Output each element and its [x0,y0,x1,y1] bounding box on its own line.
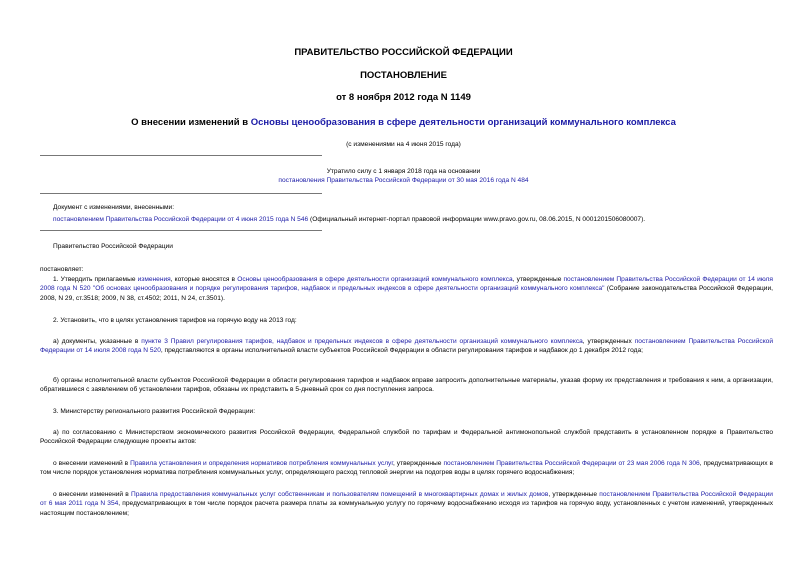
doc-type-heading: ПОСТАНОВЛЕНИЕ [360,70,447,81]
text-run: , представляются в органы исполнительной власти субъектов Российской Федерации в области регулирования тарифов и надбавок до 1 декабря 2012 года; [160,347,643,355]
paragraph-2a-text [40,337,773,356]
paragraph-3a-text: а) по согласованию с Министерством экономического развития Российской Федерации, Федеральной службой по тарифам и Федеральной антимонопольной службой представить в установленном порядке в Правительство Российской Федерации следующие проекты актов: [40,429,773,446]
text-run: , утвержденные [548,491,600,498]
paragraph-2b-text: б) органы исполнительной власти субъектов Российской Федерации в области регулирования тарифов и надбавок вправе запросить дополнительные материалы, указав форму их представления и требования к ним, а организации, обратившиеся с заявлением об установлении тарифов, обязаны их представить в 5-дневный срок со дня поступления запроса. [40,377,773,394]
edition-note: (с изменениями на 4 июня 2015 года) [346,141,461,148]
link-decree-520[interactable]: постановлением Правительства Российской Федерации от 14 июля 2008 года N 520 [40,338,774,355]
decree-text: постановляет: [40,266,84,273]
government-heading: ПРАВИТЕЛЬСТВО РОССИЙСКОЙ ФЕДЕРАЦИИ [294,47,513,58]
link-decree-354[interactable]: постановлением Правительства Российской Федерации от 6 мая 2011 года N 354 [40,491,773,508]
title-prefix: О внесении изменений в [131,117,251,128]
paragraph-3a-2-text [40,490,773,518]
text-run: , утвержденные [392,460,444,467]
text-run: 1. Утвердить прилагаемые [53,276,138,283]
paragraph-1-text [40,275,773,303]
date-number-heading: от 8 ноября 2012 года N 1149 [336,92,471,103]
divider [40,155,322,156]
paragraph-3a-2 [40,490,773,518]
divider [40,230,322,231]
changes-block [53,203,773,225]
paragraph-1 [40,275,773,303]
link-utility-services-rules[interactable]: Правила предоставления коммунальных услуг собственникам и пользователям помещений в многоквартирных домах и жилых домов [131,491,549,498]
text-run: , утвержденные [512,276,564,283]
changes-label: Документ с изменениями, внесенными: [53,204,175,211]
text-run: (Собрание законодательства Российской Федерации, 2008, N 29, ст.3518; 2009, N 38, ст.4502; 2011, N 24, ст.3501). [40,285,774,302]
paragraph-3a-1 [40,459,773,478]
paragraph-2a [40,337,773,356]
link-decree-520[interactable]: постановлением Правительства Российской Федерации от 14 июля 2008 года N 520 "Об основах ценообразования и порядке регулирования тарифов, надбавок и предельных индексов в сфере деятельности организаций коммунального комплекса" [40,276,773,293]
document-title [0,117,807,128]
link-rules-point-3[interactable]: пункте 3 Правил регулирования тарифов, надбавок и предельных индексов в сфере деятельности организаций коммунального комплекса [141,338,583,345]
title-link[interactable]: Основы ценообразования в сфере деятельности организаций коммунального комплекса [250,117,676,128]
paragraph-2 [40,316,773,325]
paragraph-2-text: 2. Установить, что в целях установления тарифов на горячую воду на 2013 год: [53,317,297,324]
intro-line [40,242,773,251]
lost-force-text: Утратило силу с 1 января 2018 года на основании [326,168,481,175]
intro-text: Правительство Российской Федерации [53,243,173,250]
paragraph-2b [40,376,773,395]
link-consumption-norms-rules[interactable]: Правила установления и определения нормативов потребления коммунальных услуг [130,460,393,467]
paragraph-3a-1-text [40,459,773,478]
text-run: а) документы, указанные в [53,338,142,345]
text-run: о внесении изменений в [53,491,132,498]
link-pricing-basics[interactable]: Основы ценообразования в сфере деятельности организаций коммунального комплекса [237,276,513,283]
changes-link[interactable]: постановлением Правительства Российской Федерации от 4 июня 2015 года N 546 [53,216,309,224]
text-run: , которые вносятся в [170,276,238,283]
divider [40,193,322,194]
changes-rest: (Официальный интернет-портал правовой информации www.pravo.gov.ru, 08.06.2015, N 0001201506080007). [308,216,646,224]
decree-line [40,265,773,274]
paragraph-3 [40,407,773,416]
lost-force-link[interactable]: постановления Правительства Российской Федерации от 30 мая 2016 года N 484 [278,177,529,184]
text-run: , предусматривающих в том числе порядок расчета размера платы за коммунальную услугу по горячему водоснабжению исходя из тарифов на горячую воду, установленных с учетом изменений, утвержденных настоящим постановлением; [40,500,773,517]
text-run: , предусматривающих в том числе порядок установления норматива потребления коммунальных услуг, определяющего расход тепловой энергии на подогрев воды в целях горячего водоснабжения; [40,460,773,477]
paragraph-3a [40,428,773,447]
changes-line [53,215,773,224]
text-run: о внесении изменений в [53,460,131,467]
link-amendments[interactable]: изменения [137,276,171,283]
link-decree-306[interactable]: постановлением Правительства Российской Федерации от 23 мая 2006 года N 306 [443,460,700,467]
paragraph-3-text: 3. Министерству регионального развития Российской Федерации: [53,408,256,415]
text-run: , утвержденных [582,338,635,345]
